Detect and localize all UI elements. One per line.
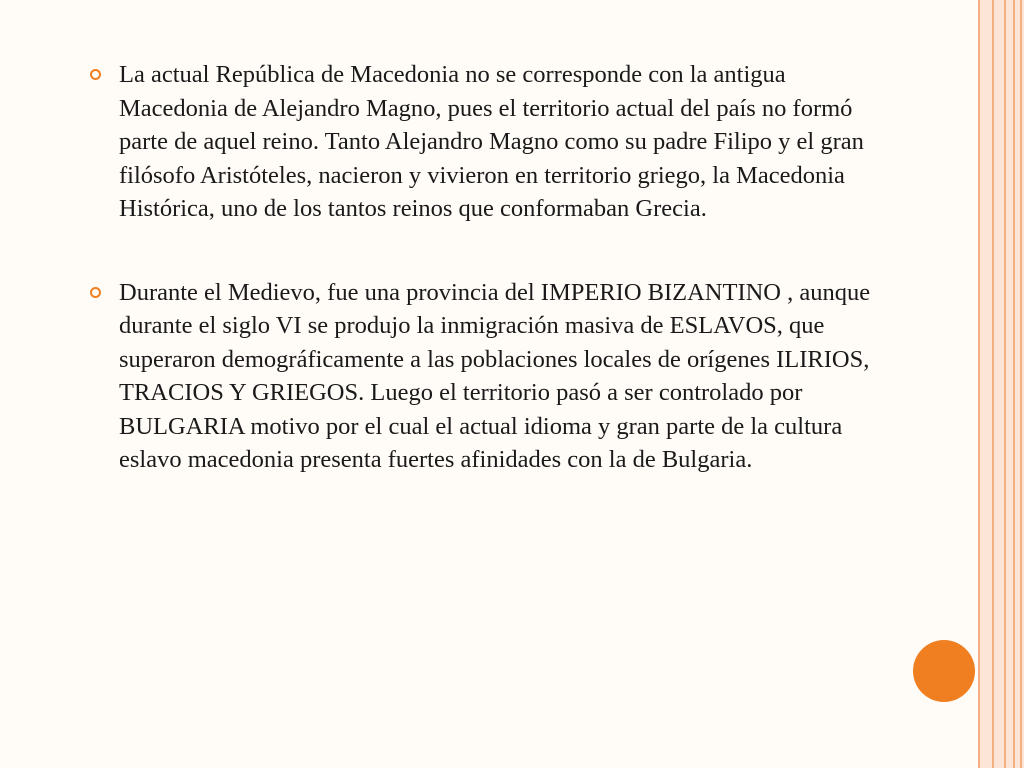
decorative-stripe <box>992 0 994 768</box>
orange-circle-decoration <box>913 640 975 702</box>
decorative-stripe <box>1004 0 1006 768</box>
decorative-stripe <box>978 0 980 768</box>
bullet-item <box>88 58 900 226</box>
decorative-stripe <box>1020 0 1022 768</box>
bullet-text: Durante el Medievo, fue una provincia del IMPERIO BIZANTINO , aunque durante el siglo VI se produjo la inmigración masiva de ESLAVOS, que superaron demográficamente a las poblaciones locales de orígenes ILIRIOS, TRACIOS Y GRIEGOS. Luego el territorio pasó a ser controlado por BULGARIA motivo por el cual el actual idioma y gran parte de la cultura eslavo macedonia presenta fuertes afinidades con la de Bulgaria. <box>119 278 871 473</box>
bullet-ring-icon <box>90 287 101 298</box>
bullet-item <box>88 276 900 477</box>
decorative-side-band <box>978 0 1024 768</box>
slide-body <box>88 58 900 477</box>
bullet-ring-icon <box>90 69 101 80</box>
decorative-stripe <box>1013 0 1015 768</box>
bullet-text: La actual República de Macedonia no se corresponde con la antigua Macedonia de Alejandro Magno, pues el territorio actual del país no formó parte de aquel reino. Tanto Alejandro Magno como su padre Filipo y el gran filósofo Aristóteles, nacieron y vivieron en territorio griego, la Macedonia Histórica, uno de los tantos reinos que conformaban Grecia. <box>119 61 864 222</box>
